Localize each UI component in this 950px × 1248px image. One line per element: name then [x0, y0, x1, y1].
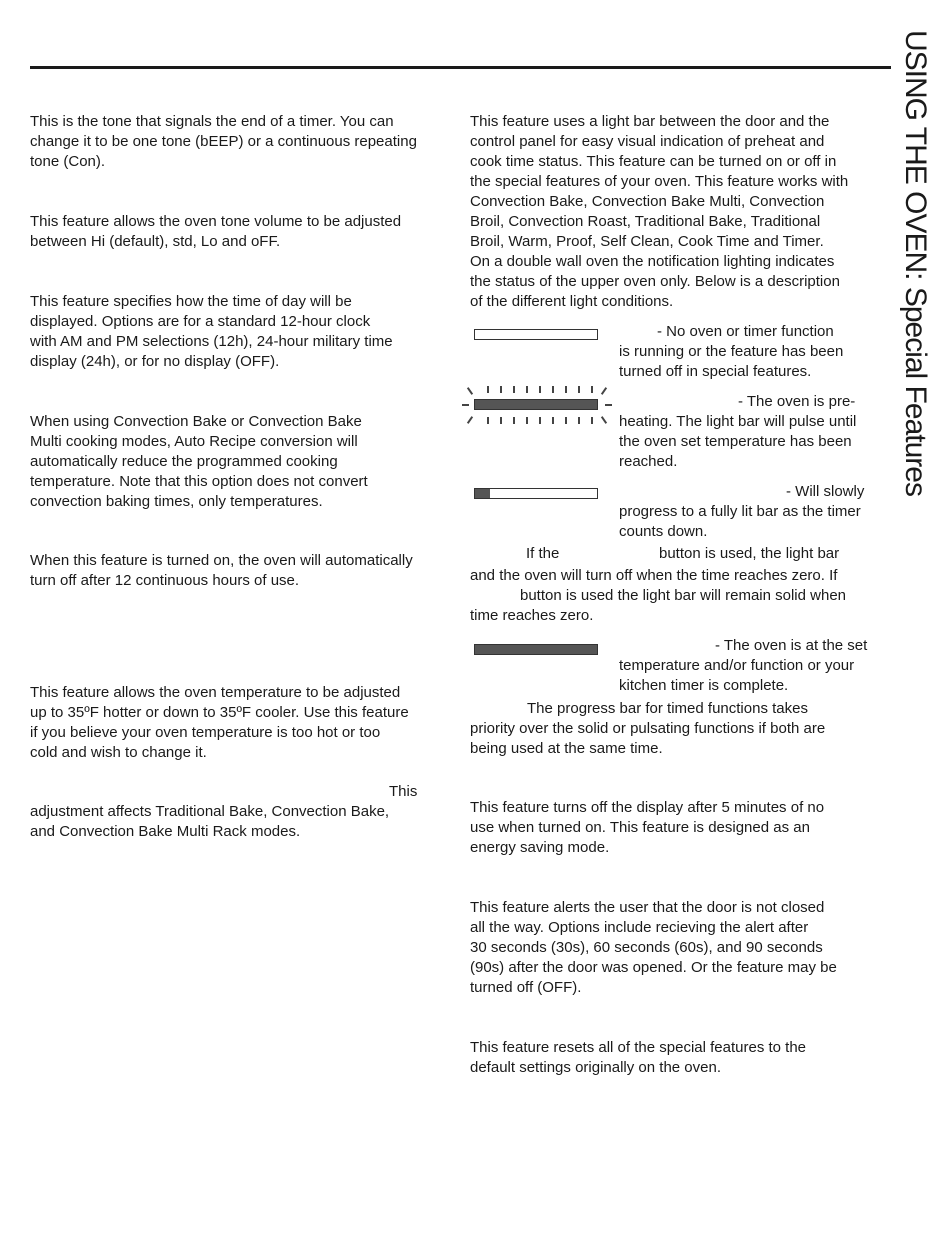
- line: tone (Con).: [30, 153, 106, 170]
- line: up to 35ºF hotter or down to 35ºF cooler. Use this feature: [30, 704, 409, 721]
- line: change it to be one tone (bEEP) or a continuous repeating: [30, 133, 417, 150]
- line: energy saving mode.: [470, 839, 610, 856]
- light-bar-progress-icon: [474, 488, 598, 499]
- line: Broil, Convection Roast, Traditional Bake, Traditional: [470, 213, 821, 230]
- light-bar-solid-icon: [474, 644, 598, 655]
- line: (90s) after the door was opened. Or the feature may be: [470, 959, 837, 976]
- door-alert-text: [470, 898, 837, 998]
- line: This feature turns off the display after 5 minutes of no: [470, 799, 825, 816]
- line: with AM and PM selections (12h), 24-hour military time: [30, 333, 393, 350]
- auto-off-text: [30, 551, 413, 591]
- line: display (24h), or for no display (OFF).: [30, 353, 280, 370]
- line: and Convection Bake Multi Rack modes.: [30, 823, 301, 840]
- line: This feature specifies how the time of day will be: [30, 293, 352, 310]
- off-desc-first: - No oven or timer function: [657, 323, 834, 340]
- line: Broil, Warm, Proof, Self Clean, Cook Time and Timer.: [470, 233, 824, 250]
- section-side-title: USING THE OVEN: Special Features: [899, 30, 932, 496]
- solid-desc-rest: [619, 656, 854, 696]
- top-rule: [30, 66, 891, 69]
- line: Multi cooking modes, Auto Recipe conversion will: [30, 433, 358, 450]
- line: 30 seconds (30s), 60 seconds (60s), and 90 seconds: [470, 939, 823, 956]
- end-tone-text: [30, 112, 417, 172]
- auto-recipe-text: [30, 412, 368, 512]
- note1-line2: button is used the light bar will remain solid when: [520, 587, 847, 604]
- note2-rest: [470, 719, 825, 759]
- line: priority over the solid or pulsating functions if both are: [470, 720, 826, 737]
- light-bar-intro: [470, 112, 848, 312]
- line: the status of the upper oven only. Below is a description: [470, 273, 840, 290]
- line: On a double wall oven the notification lighting indicates: [470, 253, 835, 270]
- line: the oven set temperature has been: [619, 433, 852, 450]
- line: heating. The light bar will pulse until: [619, 413, 857, 430]
- line: turned off (OFF).: [470, 979, 582, 996]
- progress-fill: [475, 489, 490, 498]
- light-bar-pulse-icon: [474, 399, 598, 410]
- line: use when turned on. This feature is designed as an: [470, 819, 810, 836]
- line: counts down.: [619, 523, 708, 540]
- line: Convection Bake, Convection Bake Multi, Convection: [470, 193, 825, 210]
- adjust-note-lead: This: [389, 783, 418, 800]
- line: This feature allows the oven temperature to be adjusted: [30, 684, 401, 701]
- note1-line3: time reaches zero.: [470, 607, 594, 624]
- line: kitchen timer is complete.: [619, 677, 789, 694]
- note1-b: button is used, the light bar: [659, 545, 840, 562]
- line: temperature. Note that this option does not convert: [30, 473, 368, 490]
- clock-display-text: [30, 292, 393, 372]
- line: the special features of your oven. This feature works with: [470, 173, 849, 190]
- line: This feature resets all of the special features to the: [470, 1039, 807, 1056]
- line: is running or the feature has been: [619, 343, 844, 360]
- line: reached.: [619, 453, 678, 470]
- light-bar-off-icon: [474, 329, 598, 340]
- line: convection baking times, only temperatures.: [30, 493, 323, 510]
- display-off-text: [470, 798, 824, 858]
- reset-text: [470, 1038, 806, 1078]
- line: all the way. Options include recieving the alert after: [470, 919, 809, 936]
- line: This feature uses a light bar between the door and the: [470, 113, 830, 130]
- pulse-desc-rest: [619, 412, 856, 472]
- line: if you believe your oven temperature is too hot or too: [30, 724, 381, 741]
- line: When using Convection Bake or Convection Bake: [30, 413, 362, 430]
- line: cold and wish to change it.: [30, 744, 207, 761]
- line: between Hi (default), std, Lo and oFF.: [30, 233, 281, 250]
- pulse-desc-first: - The oven is pre-: [738, 393, 856, 410]
- line: turn off after 12 continuous hours of use.: [30, 572, 300, 589]
- progress-desc-first: - Will slowly: [786, 483, 865, 500]
- line: temperature and/or function or your: [619, 657, 855, 674]
- line: automatically reduce the programmed cooking: [30, 453, 338, 470]
- line: displayed. Options are for a standard 12-hour clock: [30, 313, 371, 330]
- volume-text: [30, 212, 401, 252]
- line: When this feature is turned on, the oven will automatically: [30, 552, 413, 569]
- line: progress to a fully lit bar as the timer: [619, 503, 861, 520]
- progress-desc-rest: [619, 502, 861, 542]
- note1-line1: and the oven will turn off when the time reaches zero. If: [470, 567, 838, 584]
- line: This feature allows the oven tone volume to be adjusted: [30, 213, 402, 230]
- line: default settings originally on the oven.: [470, 1059, 721, 1076]
- note1-a: If the: [526, 545, 560, 562]
- line: of the different light conditions.: [470, 293, 674, 310]
- line: cook time status. This feature can be turned on or off in: [470, 153, 837, 170]
- off-desc-rest: [619, 342, 843, 382]
- temp-adjust-text: [30, 683, 409, 763]
- line: turned off in special features.: [619, 363, 812, 380]
- adjust-note-text: [30, 802, 389, 842]
- note2-line1: The progress bar for timed functions takes: [527, 700, 808, 717]
- line: being used at the same time.: [470, 740, 663, 757]
- line: control panel for easy visual indication of preheat and: [470, 133, 825, 150]
- solid-desc-first: - The oven is at the set: [715, 637, 868, 654]
- line: This feature alerts the user that the door is not closed: [470, 899, 825, 916]
- line: adjustment affects Traditional Bake, Convection Bake,: [30, 803, 390, 820]
- line: This is the tone that signals the end of a timer. You can: [30, 113, 394, 130]
